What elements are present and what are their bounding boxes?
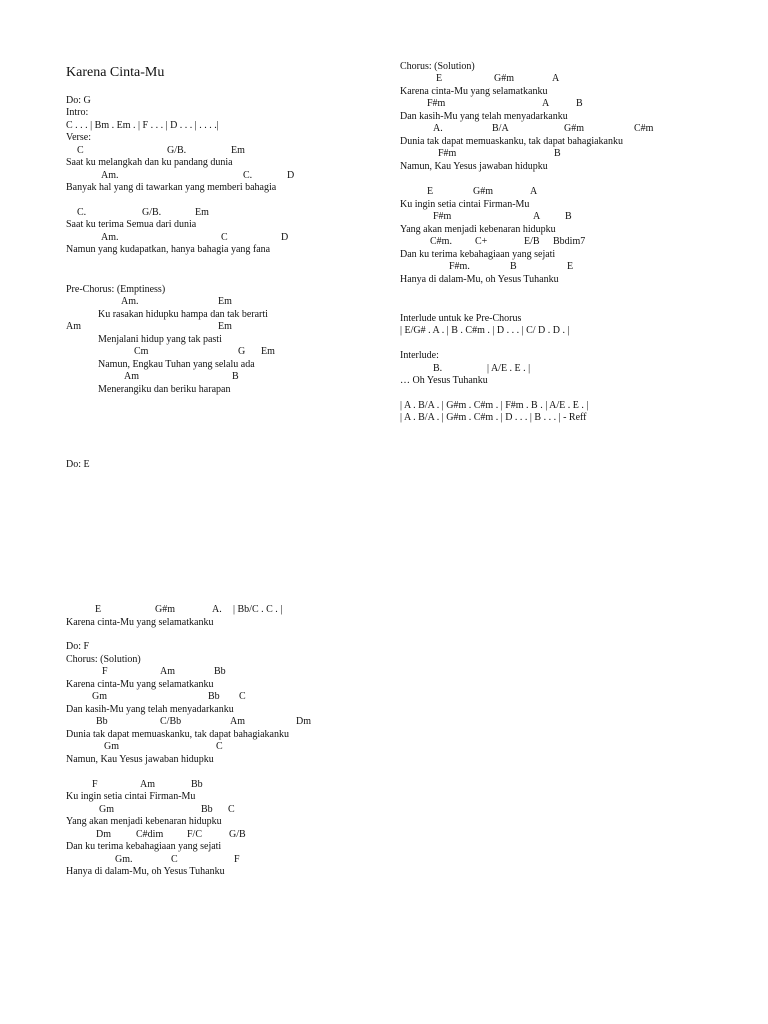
sheet-line: C (77, 145, 84, 156)
sheet-line: E (427, 186, 434, 197)
sheet-line: | E/G# . A . | B . C#m . | D . . . | C/ D . D . | (400, 325, 570, 336)
sheet-line: A (542, 98, 550, 109)
sheet-line: G/B. (142, 207, 162, 218)
sheet-line: Am. (101, 232, 119, 243)
sheet-line: G#m (473, 186, 493, 197)
sheet-line: Bb (96, 716, 108, 727)
sheet-line: C (228, 804, 235, 815)
sheet-line: F (102, 666, 108, 677)
sheet-line: Do: G (66, 95, 91, 106)
sheet-line: B/A (492, 123, 509, 134)
sheet-line: Gm (92, 691, 107, 702)
sheet-line: | A/E . E . | (487, 363, 531, 374)
sheet-line: Bbdim7 (553, 236, 586, 247)
sheet-line: Em (195, 207, 209, 218)
sheet-line: Dan kasih-Mu yang telah menyadarkanku (400, 111, 568, 122)
sheet-line: E/B (524, 236, 540, 247)
sheet-line: E (567, 261, 574, 272)
sheet-line: G (238, 346, 246, 357)
sheet-line: Dunia tak dapat memuaskanku, tak dapat bahagiakanku (66, 729, 289, 740)
sheet-line: B (565, 211, 572, 222)
sheet-line: Em (261, 346, 275, 357)
sheet-line: Chorus: (Solution) (400, 61, 475, 72)
sheet-line: F#m. (449, 261, 470, 272)
sheet-line: Hanya di dalam-Mu, oh Yesus Tuhanku (400, 274, 559, 285)
sheet-line: B. (433, 363, 443, 374)
sheet-line: Am. (121, 296, 139, 307)
sheet-line: | A . B/A . | G#m . C#m . | D . . . | B . . . | - Reff (400, 412, 587, 423)
sheet-line: Pre-Chorus: (Emptiness) (66, 284, 166, 295)
sheet-line: D (287, 170, 295, 181)
sheet-line: C (216, 741, 223, 752)
sheet-line: E (95, 604, 102, 615)
sheet-line: Ku rasakan hidupku hampa dan tak berarti (98, 309, 268, 320)
sheet-line: | Bb/C . C . | (233, 604, 283, 615)
sheet-line: Gm (99, 804, 114, 815)
sheet-line: A (530, 186, 538, 197)
sheet-line: Karena cinta-Mu yang selamatkanku (66, 679, 214, 690)
sheet-line: Dm (96, 829, 111, 840)
sheet-line: F (234, 854, 240, 865)
sheet-line: E (436, 73, 443, 84)
sheet-line: C (221, 232, 228, 243)
sheet-line: Menerangiku dan beriku harapan (98, 384, 231, 395)
sheet-line: C/Bb (160, 716, 182, 727)
sheet-line: A (552, 73, 560, 84)
sheet-line: B (554, 148, 561, 159)
sheet-line: | A . B/A . | G#m . C#m . | F#m . B . | A/E . E . | (400, 400, 589, 411)
sheet-line: Yang akan menjadi kebenaran hidupku (400, 224, 556, 235)
sheet-line: Am (230, 716, 245, 727)
sheet-line: Interlude untuk ke Pre-Chorus (400, 313, 522, 324)
sheet-line: Dm (296, 716, 311, 727)
sheet-line: Am (66, 321, 81, 332)
sheet-line: Do: F (66, 641, 90, 652)
sheet-line: Dan ku terima kebahagiaan yang sejati (400, 249, 556, 260)
sheet-line: G#m (494, 73, 514, 84)
sheet-line: Bb (214, 666, 226, 677)
sheet-line: F#m (427, 98, 446, 109)
sheet-line: Interlude: (400, 350, 439, 361)
sheet-line: Namun, Engkau Tuhan yang selalu ada (98, 359, 255, 370)
sheet-line: Bb (191, 779, 203, 790)
sheet-line: F/C (187, 829, 203, 840)
sheet-line: C (171, 854, 178, 865)
sheet-line: Karena cinta-Mu yang selamatkanku (400, 86, 548, 97)
sheet-line: Chorus: (Solution) (66, 654, 141, 665)
sheet-line: Banyak hal yang di tawarkan yang memberi bahagia (66, 182, 277, 193)
sheet-line: C (239, 691, 246, 702)
sheet-line: Em (218, 321, 232, 332)
sheet-line: F#m (433, 211, 452, 222)
sheet-line: B (510, 261, 517, 272)
sheet-line: Ku ingin setia cintai Firman-Mu (400, 199, 530, 210)
sheet-line: Am. (101, 170, 119, 181)
sheet-line: Ku ingin setia cintai Firman-Mu (66, 791, 196, 802)
sheet-line: Dunia tak dapat memuaskanku, tak dapat bahagiakanku (400, 136, 623, 147)
sheet-line: Namun, Kau Yesus jawaban hidupku (400, 161, 548, 172)
sheet-line: G/B. (167, 145, 187, 156)
sheet-line: Yang akan menjadi kebenaran hidupku (66, 816, 222, 827)
sheet-line: C. (77, 207, 87, 218)
sheet-line: … Oh Yesus Tuhanku (400, 375, 488, 386)
sheet-line: Dan kasih-Mu yang telah menyadarkanku (66, 704, 234, 715)
sheet-line: D (281, 232, 289, 243)
sheet-line: Namun yang kudapatkan, hanya bahagia yang fana (66, 244, 271, 255)
sheet-line: G#m (155, 604, 175, 615)
sheet-line: Karena cinta-Mu yang selamatkanku (66, 617, 214, 628)
sheet-line: F#m (438, 148, 457, 159)
sheet-line: Intro: (66, 107, 89, 118)
sheet-line: A. (433, 123, 443, 134)
sheet-line: Saat ku melangkah dan ku pandang dunia (66, 157, 233, 168)
sheet-line: Gm (104, 741, 119, 752)
sheet-line: Am (140, 779, 155, 790)
sheet-line: Em (218, 296, 232, 307)
sheet-line: B (576, 98, 583, 109)
sheet-line: C+ (475, 236, 488, 247)
sheet-line: Menjalani hidup yang tak pasti (98, 334, 222, 345)
sheet-line: A. (212, 604, 222, 615)
sheet-line: C#m. (430, 236, 452, 247)
sheet-line: B (232, 371, 239, 382)
sheet-line: Cm (134, 346, 149, 357)
sheet-line: Saat ku terima Semua dari dunia (66, 219, 197, 230)
sheet-line: Do: E (66, 459, 90, 470)
sheet-line: A (533, 211, 541, 222)
sheet-line: Bb (208, 691, 220, 702)
sheet-line: Bb (201, 804, 213, 815)
sheet-line: Em (231, 145, 245, 156)
sheet-line: Gm. (115, 854, 133, 865)
sheet-line: G#m (564, 123, 584, 134)
sheet-line: Dan ku terima kebahagiaan yang sejati (66, 841, 222, 852)
sheet-line: Am (124, 371, 139, 382)
sheet-line: C. (243, 170, 253, 181)
sheet-line: F (92, 779, 98, 790)
sheet-line: Am (160, 666, 175, 677)
sheet-line: Verse: (66, 132, 91, 143)
sheet-line: C#dim (136, 829, 164, 840)
sheet-line: Hanya di dalam-Mu, oh Yesus Tuhanku (66, 866, 225, 877)
sheet-line: G/B (229, 829, 246, 840)
sheet-line: C#m (634, 123, 654, 134)
song-title: Karena Cinta-Mu (66, 65, 165, 80)
sheet-line: C . . . | Bm . Em . | F . . . | D . . . | . . . .| (66, 120, 219, 131)
sheet-line: Namun, Kau Yesus jawaban hidupku (66, 754, 214, 765)
